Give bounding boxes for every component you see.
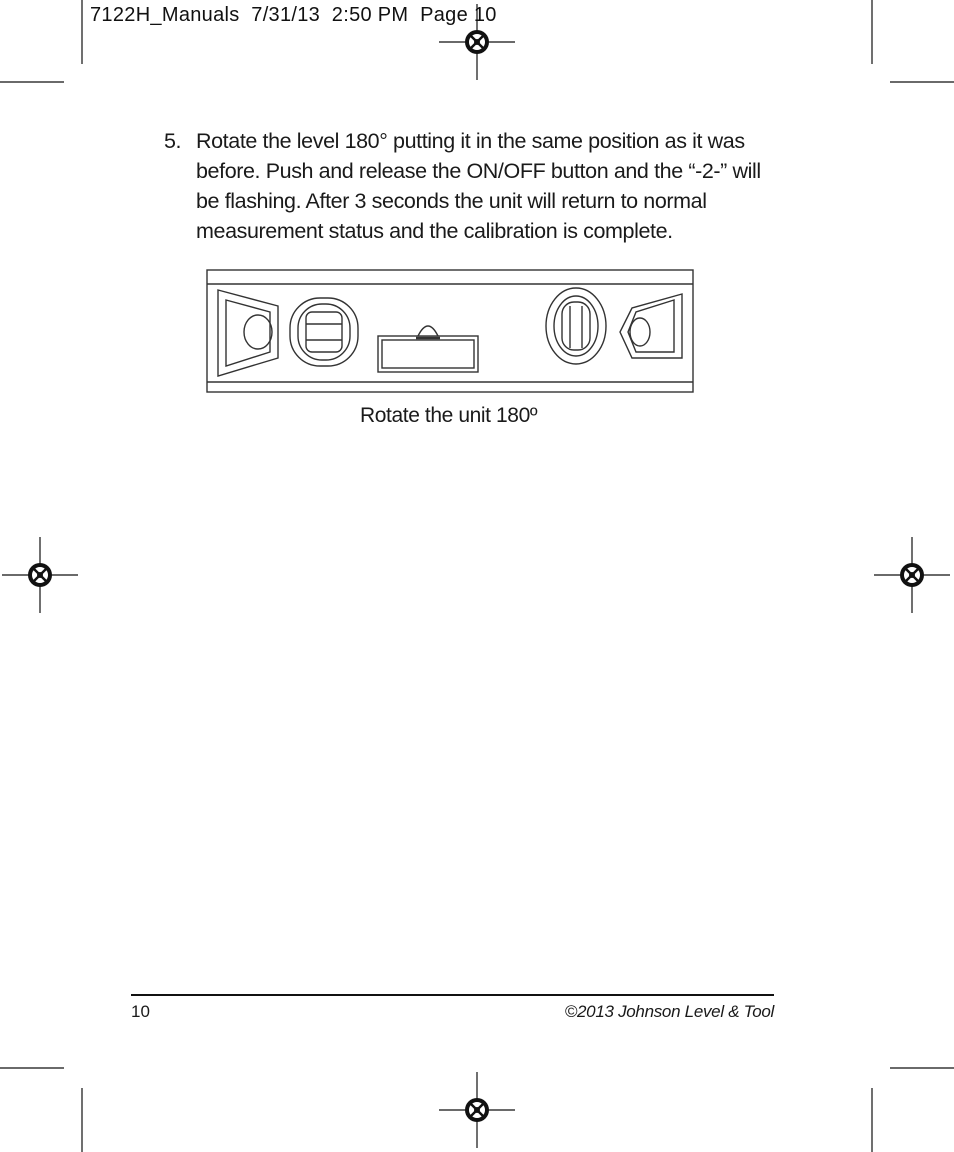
figure-caption: Rotate the unit 180º — [360, 404, 538, 427]
footer-rule — [131, 994, 774, 996]
step-line: before. Push and release the ON/OFF button and the “-2-” will — [196, 159, 761, 183]
page-number: 10 — [131, 1002, 150, 1021]
instruction-step — [164, 126, 784, 246]
step-text — [196, 126, 784, 246]
copyright-notice: ©2013 Johnson Level & Tool — [564, 1002, 774, 1021]
level-tool-illustration — [206, 268, 696, 396]
step-line: Rotate the level 180° putting it in the same position as it was — [196, 129, 745, 153]
step-line: measurement status and the calibration is complete. — [196, 219, 673, 243]
printer-slug: 7122H_Manuals 7/31/13 2:50 PM Page 10 — [90, 4, 497, 26]
step-line: be flashing. After 3 seconds the unit will return to normal — [196, 189, 707, 213]
step-number: 5. — [164, 129, 182, 153]
